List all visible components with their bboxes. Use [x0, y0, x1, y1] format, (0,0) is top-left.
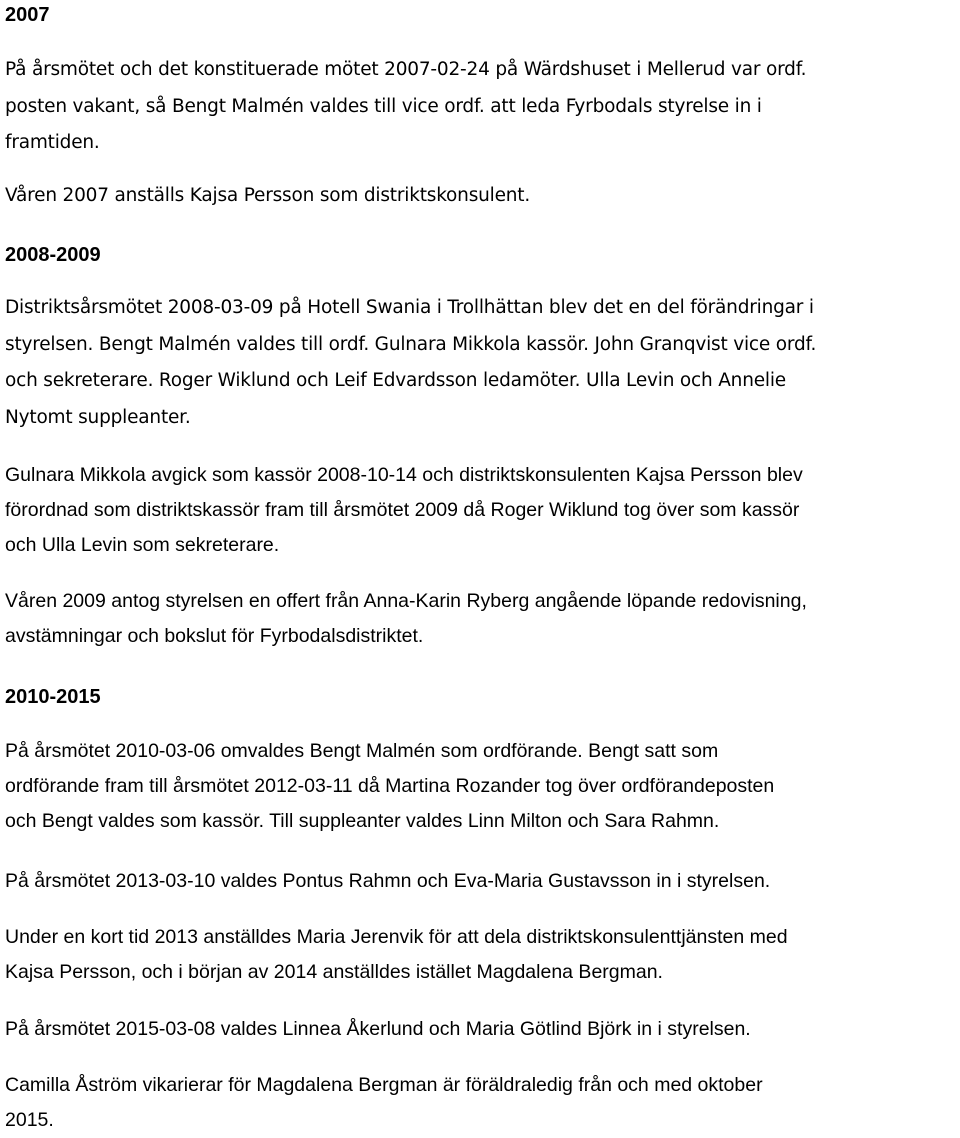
paragraph-2007-board	[5, 52, 806, 162]
text-line: ordförande fram till årsmötet 2012-03-11 då Martina Rozander tog över ordförandeposten	[5, 775, 775, 797]
text-line: framtiden.	[5, 132, 100, 153]
paragraph-2008-treasurer	[5, 458, 803, 563]
text-line: Våren 2007 anställs Kajsa Persson som distriktskonsulent.	[5, 185, 531, 206]
section-heading-2010-2015: 2010-2015	[5, 686, 101, 708]
text-line: och sekreterare. Roger Wiklund och Leif Edvardsson ledamöter. Ulla Levin och Annelie	[5, 370, 786, 391]
text-line: Gulnara Mikkola avgick som kassör 2008-10-14 och distriktskonsulenten Kajsa Persson blev	[5, 464, 803, 486]
text-line: Kajsa Persson, och i början av 2014 anställdes istället Magdalena Bergman.	[5, 961, 663, 983]
paragraph-2013-annual-meeting	[5, 864, 770, 899]
text-line: och Bengt valdes som kassör. Till suppleanter valdes Linn Milton och Sara Rahmn.	[5, 810, 720, 832]
text-line: avstämningar och bokslut för Fyrbodalsdistriktet.	[5, 625, 424, 647]
text-line: förordnad som distriktskassör fram till årsmötet 2009 då Roger Wiklund tog över som kassör	[5, 499, 800, 521]
text-line: På årsmötet 2015-03-08 valdes Linnea Åkerlund och Maria Götlind Björk in i styrelsen.	[5, 1018, 751, 1040]
paragraph-2007-consultant	[5, 178, 530, 215]
text-line: och Ulla Levin som sekreterare.	[5, 534, 280, 556]
paragraph-2009-accounting	[5, 584, 807, 654]
text-line: posten vakant, så Bengt Malmén valdes till vice ordf. att leda Fyrbodals styrelse in i	[5, 95, 762, 117]
text-line: På årsmötet 2010-03-06 omvaldes Bengt Malmén som ordförande. Bengt satt som	[5, 740, 719, 762]
paragraph-2015-annual-meeting	[5, 1012, 751, 1047]
paragraph-2010-chair	[5, 734, 774, 839]
text-line: 2015.	[5, 1109, 54, 1131]
text-line: Nytomt suppleanter.	[5, 406, 191, 428]
text-line: styrelsen. Bengt Malmén valdes till ordf. Gulnara Mikkola kassör. John Granqvist vice ordf.	[5, 333, 817, 355]
section-heading-2007: 2007	[5, 4, 50, 26]
text-line: På årsmötet 2013-03-10 valdes Pontus Rahmn och Eva-Maria Gustavsson in i styrelsen.	[5, 870, 771, 892]
paragraph-2015-substitute	[5, 1068, 763, 1138]
text-line: Våren 2009 antog styrelsen en offert från Anna-Karin Ryberg angående löpande redovisning,	[5, 590, 807, 612]
section-heading-2008-2009: 2008-2009	[5, 244, 101, 266]
paragraph-2013-consultant	[5, 920, 788, 990]
text-line: Camilla Åström vikarierar för Magdalena Bergman är föräldraledig från och med oktober	[5, 1074, 763, 1096]
paragraph-2008-annual-meeting	[5, 290, 816, 436]
text-line: På årsmötet och det konstituerade mötet 2007-02-24 på Wärdshuset i Mellerud var ordf.	[5, 59, 807, 80]
text-line: Distriktsårsmötet 2008-03-09 på Hotell Swania i Trollhättan blev det en del förändringar i	[5, 297, 814, 318]
text-line: Under en kort tid 2013 anställdes Maria Jerenvik för att dela distriktskonsulenttjänsten med	[5, 926, 788, 948]
